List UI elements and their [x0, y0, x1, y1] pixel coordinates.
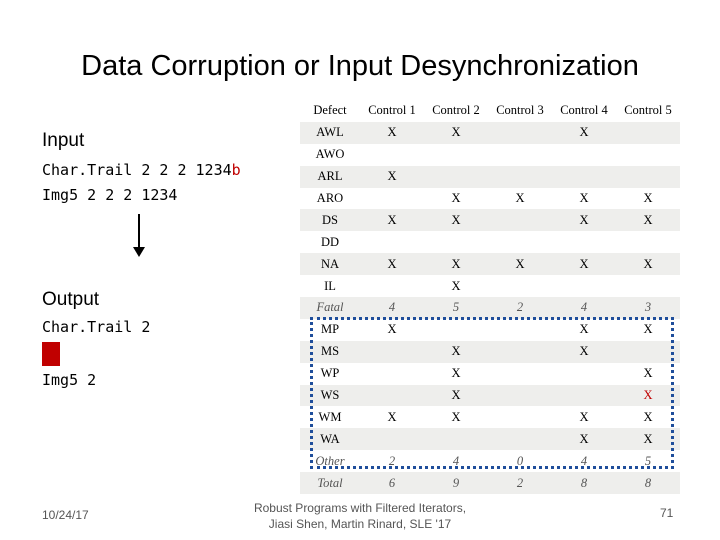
control-cell: 3	[616, 297, 680, 319]
highlight-box	[310, 317, 674, 469]
control-cell: 5	[616, 450, 680, 472]
control-cell: 4	[360, 297, 424, 319]
control-cell	[360, 188, 424, 210]
control-cell: X	[360, 253, 424, 275]
control-cell: X	[424, 341, 488, 363]
control-cell: X	[424, 363, 488, 385]
defect-name-cell: AWO	[300, 144, 360, 166]
footer-date: 10/24/17	[42, 508, 89, 522]
defect-name-cell: MS	[300, 341, 360, 363]
table-row	[300, 297, 680, 319]
control-cell: X	[424, 188, 488, 210]
output-line-img5: Img5 2	[42, 371, 97, 389]
defect-name-cell: IL	[300, 275, 360, 297]
table-row	[300, 472, 680, 494]
control-cell: 0	[488, 450, 552, 472]
control-cell	[616, 122, 680, 144]
control-cell: X	[360, 122, 424, 144]
control-cell: X	[552, 406, 616, 428]
slide-title: Data Corruption or Input Desynchronization	[81, 50, 639, 82]
defect-name-cell: DD	[300, 231, 360, 253]
control-cell	[552, 275, 616, 297]
control-cell: X	[552, 319, 616, 341]
control-cell: X	[616, 209, 680, 231]
control-cell: X	[424, 209, 488, 231]
control-cell: 8	[552, 472, 616, 494]
control-cell	[488, 122, 552, 144]
defect-name-cell: AWL	[300, 122, 360, 144]
control-cell	[424, 144, 488, 166]
control-cell: 2	[360, 450, 424, 472]
header-defect: Defect	[300, 100, 360, 122]
control-cell	[360, 144, 424, 166]
control-cell: 2	[488, 472, 552, 494]
control-cell	[552, 231, 616, 253]
control-cell	[616, 166, 680, 188]
down-arrow-icon	[133, 247, 145, 257]
control-cell: X	[360, 209, 424, 231]
header-control-4: Control 4	[552, 100, 616, 122]
control-cell	[616, 144, 680, 166]
control-cell: 2	[488, 297, 552, 319]
header-control-3: Control 3	[488, 100, 552, 122]
control-cell: X	[552, 188, 616, 210]
control-cell	[488, 231, 552, 253]
input-line-chartrail	[42, 161, 241, 179]
control-cell: 4	[424, 450, 488, 472]
defect-name-cell: MP	[300, 319, 360, 341]
control-cell: X	[616, 385, 680, 407]
defect-name-cell: Total	[300, 472, 360, 494]
control-cell: X	[552, 122, 616, 144]
table-row	[300, 209, 680, 231]
input-heading: Input	[42, 130, 85, 151]
control-cell: X	[552, 341, 616, 363]
corrupt-output-marker	[42, 342, 60, 366]
control-cell: 4	[552, 297, 616, 319]
table-row	[300, 122, 680, 144]
control-cell: X	[488, 188, 552, 210]
input-line-chartrail-text: Char.Trail 2 2 2 1234	[42, 161, 232, 179]
control-cell: 9	[424, 472, 488, 494]
output-heading: Output	[42, 289, 100, 310]
control-cell: 4	[552, 450, 616, 472]
control-cell	[488, 209, 552, 231]
control-cell	[360, 231, 424, 253]
header-control-2: Control 2	[424, 100, 488, 122]
table-row	[300, 253, 680, 275]
header-control-5: Control 5	[616, 100, 680, 122]
control-cell	[360, 275, 424, 297]
control-cell	[488, 275, 552, 297]
control-cell: 5	[424, 297, 488, 319]
control-cell: X	[488, 253, 552, 275]
defect-name-cell: DS	[300, 209, 360, 231]
control-cell: X	[616, 188, 680, 210]
control-cell: X	[616, 428, 680, 450]
control-cell: X	[424, 406, 488, 428]
control-cell: X	[552, 428, 616, 450]
control-cell	[424, 166, 488, 188]
table-row	[300, 188, 680, 210]
control-cell: 8	[616, 472, 680, 494]
page-number: 71	[660, 506, 674, 520]
header-control-1: Control 1	[360, 100, 424, 122]
down-arrow-shaft	[138, 214, 140, 248]
defect-name-cell: ARL	[300, 166, 360, 188]
control-cell: X	[552, 253, 616, 275]
footer-citation	[230, 500, 490, 532]
control-cell: X	[424, 253, 488, 275]
defect-name-cell: WM	[300, 406, 360, 428]
footer-citation-line2: Jiasi Shen, Martin Rinard, SLE '17	[268, 517, 452, 531]
control-cell: X	[616, 253, 680, 275]
table-row	[300, 275, 680, 297]
defect-name-cell: WA	[300, 428, 360, 450]
control-cell: X	[424, 275, 488, 297]
input-corrupt-char: b	[231, 161, 241, 179]
table-row	[300, 166, 680, 188]
output-line-chartrail: Char.Trail 2	[42, 318, 151, 336]
table-row	[300, 231, 680, 253]
control-cell	[488, 144, 552, 166]
control-cell: X	[360, 406, 424, 428]
control-cell: X	[552, 209, 616, 231]
defect-name-cell: Fatal	[300, 297, 360, 319]
control-cell	[616, 231, 680, 253]
control-cell: X	[616, 319, 680, 341]
control-cell: X	[360, 319, 424, 341]
control-cell	[488, 166, 552, 188]
control-cell: X	[616, 363, 680, 385]
control-cell	[424, 231, 488, 253]
control-cell: 6	[360, 472, 424, 494]
footer-citation-line1: Robust Programs with Filtered Iterators,	[253, 501, 467, 515]
control-cell	[616, 275, 680, 297]
table-header-row	[300, 100, 680, 122]
defect-name-cell: WS	[300, 385, 360, 407]
input-line-img5: Img5 2 2 2 1234	[42, 186, 178, 204]
control-cell: X	[616, 406, 680, 428]
control-cell: X	[424, 385, 488, 407]
control-cell	[552, 144, 616, 166]
control-cell	[552, 166, 616, 188]
control-cell: X	[424, 122, 488, 144]
defect-name-cell: NA	[300, 253, 360, 275]
defect-name-cell: WP	[300, 363, 360, 385]
defect-name-cell: Other	[300, 450, 360, 472]
control-cell: X	[360, 166, 424, 188]
table-row	[300, 144, 680, 166]
defect-name-cell: ARO	[300, 188, 360, 210]
